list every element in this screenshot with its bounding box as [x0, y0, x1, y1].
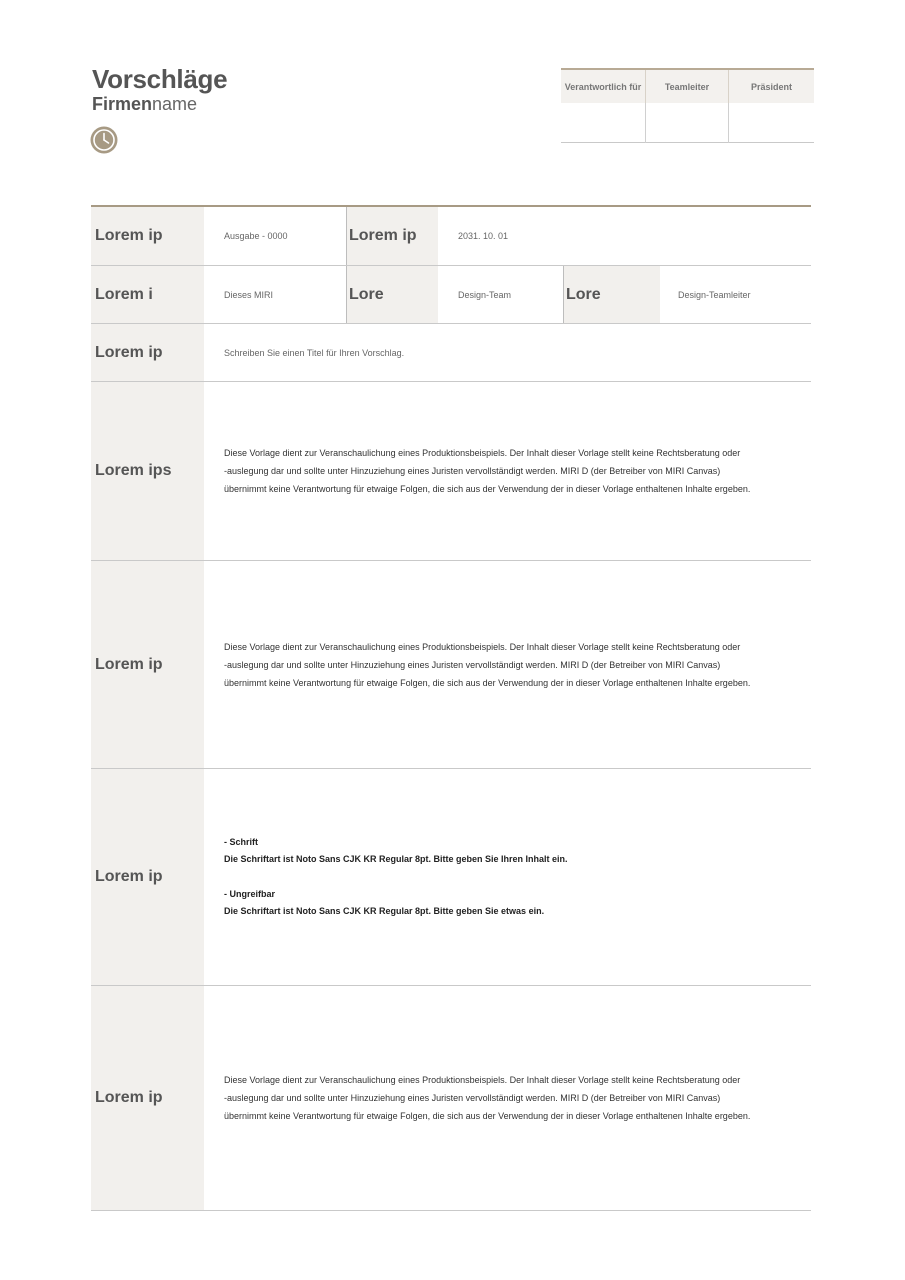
form-section-2: [91, 561, 811, 769]
section-4-line: Diese Vorlage dient zur Veranschaulichung eines Produktionsbeispiels. Der Inhalt dieser Vorlage stellt keine Rechtsberatung oder: [224, 1075, 741, 1085]
label-issue: Lorem ip: [91, 207, 204, 265]
company-name: [92, 94, 197, 115]
value-title[interactable]: Schreiben Sie einen Titel für Ihren Vorschlag.: [224, 347, 405, 358]
section-1-label: Lorem ips: [91, 382, 204, 560]
company-name-bold: Firmen: [92, 94, 153, 114]
clock-icon: [90, 126, 118, 154]
section-1-line: -auslegung dar und sollte unter Hinzuziehung eines Juristen vervollständigt werden. MIRI D (der Betreiber von MIRI Canvas): [224, 466, 721, 476]
section-2-content[interactable]: [204, 561, 811, 768]
form-section-3: [91, 769, 811, 986]
value-team[interactable]: Design-Team: [458, 289, 512, 300]
label-document: Lorem i: [91, 266, 204, 323]
value-date[interactable]: 2031. 10. 01: [458, 231, 509, 241]
approval-header-responsible: Verantwortlich für: [561, 70, 646, 103]
signature-cell-responsible[interactable]: [561, 103, 646, 143]
spacer: [224, 869, 811, 886]
section-2-line: -auslegung dar und sollte unter Hinzuziehung eines Juristen vervollständigt werden. MIRI D (der Betreiber von MIRI Canvas): [224, 659, 721, 670]
form-section-4: [91, 986, 811, 1211]
section-2-label: Lorem ip: [91, 561, 204, 768]
font-heading: - Schrift: [224, 836, 259, 847]
page-title: Vorschläge: [92, 64, 228, 94]
font-text: Die Schriftart ist Noto Sans CJK KR Regular 8pt. Bitte geben Sie Ihren Inhalt ein.: [224, 854, 568, 864]
section-4-label: Lorem ip: [91, 986, 204, 1210]
form-row-issue: [91, 207, 811, 266]
approval-header-president: Präsident: [750, 82, 792, 92]
label-teamlead: Lore: [563, 266, 660, 323]
section-1-content[interactable]: [204, 382, 811, 560]
signature-cell-president[interactable]: [729, 103, 814, 143]
approval-signature-row: [561, 103, 814, 143]
section-4-line: übernimmt keine Verantwortung für etwaige Folgen, die sich aus der Verwendung der in dieser Vorlage enthaltenen Inhalte ergeben.: [224, 1111, 751, 1121]
section-3-content[interactable]: [204, 769, 811, 985]
approval-header-teamlead: Teamleiter: [646, 70, 729, 103]
section-4-line: -auslegung dar und sollte unter Hinzuziehung eines Juristen vervollständigt werden. MIRI D (der Betreiber von MIRI Canvas): [224, 1093, 721, 1103]
label-date: Lorem ip: [346, 207, 438, 265]
section-2-line: Diese Vorlage dient zur Veranschaulichung eines Produktionsbeispiels. Der Inhalt dieser Vorlage stellt keine Rechtsberatung oder: [224, 641, 741, 652]
grip-heading: - Ungreifbar: [224, 888, 276, 899]
section-1-line: Diese Vorlage dient zur Veranschaulichung eines Produktionsbeispiels. Der Inhalt dieser Vorlage stellt keine Rechtsberatung oder: [224, 448, 741, 458]
form-section-1: [91, 382, 811, 561]
value-issue[interactable]: Ausgabe - 0000: [224, 231, 288, 241]
form-row-title: [91, 324, 811, 382]
company-name-rest: name: [152, 94, 198, 114]
label-team: Lore: [346, 266, 438, 323]
approval-table: [561, 68, 814, 143]
approval-header-row: [561, 70, 814, 103]
value-document[interactable]: Dieses MIRI: [224, 289, 274, 300]
label-title: Lorem ip: [91, 324, 204, 381]
form-row-team: [91, 266, 811, 324]
value-teamlead[interactable]: Design-Teamleiter: [678, 289, 751, 300]
signature-cell-teamlead[interactable]: [646, 103, 729, 143]
proposal-form: [91, 205, 811, 1211]
grip-text: Die Schriftart ist Noto Sans CJK KR Regular 8pt. Bitte geben Sie etwas ein.: [224, 906, 545, 916]
section-2-line: übernimmt keine Verantwortung für etwaige Folgen, die sich aus der Verwendung der in dieser Vorlage enthaltenen Inhalte ergeben.: [224, 677, 751, 688]
section-3-label: Lorem ip: [91, 769, 204, 985]
section-1-line: übernimmt keine Verantwortung für etwaige Folgen, die sich aus der Verwendung der in dieser Vorlage enthaltenen Inhalte ergeben.: [224, 484, 751, 494]
section-4-content[interactable]: [204, 986, 811, 1210]
